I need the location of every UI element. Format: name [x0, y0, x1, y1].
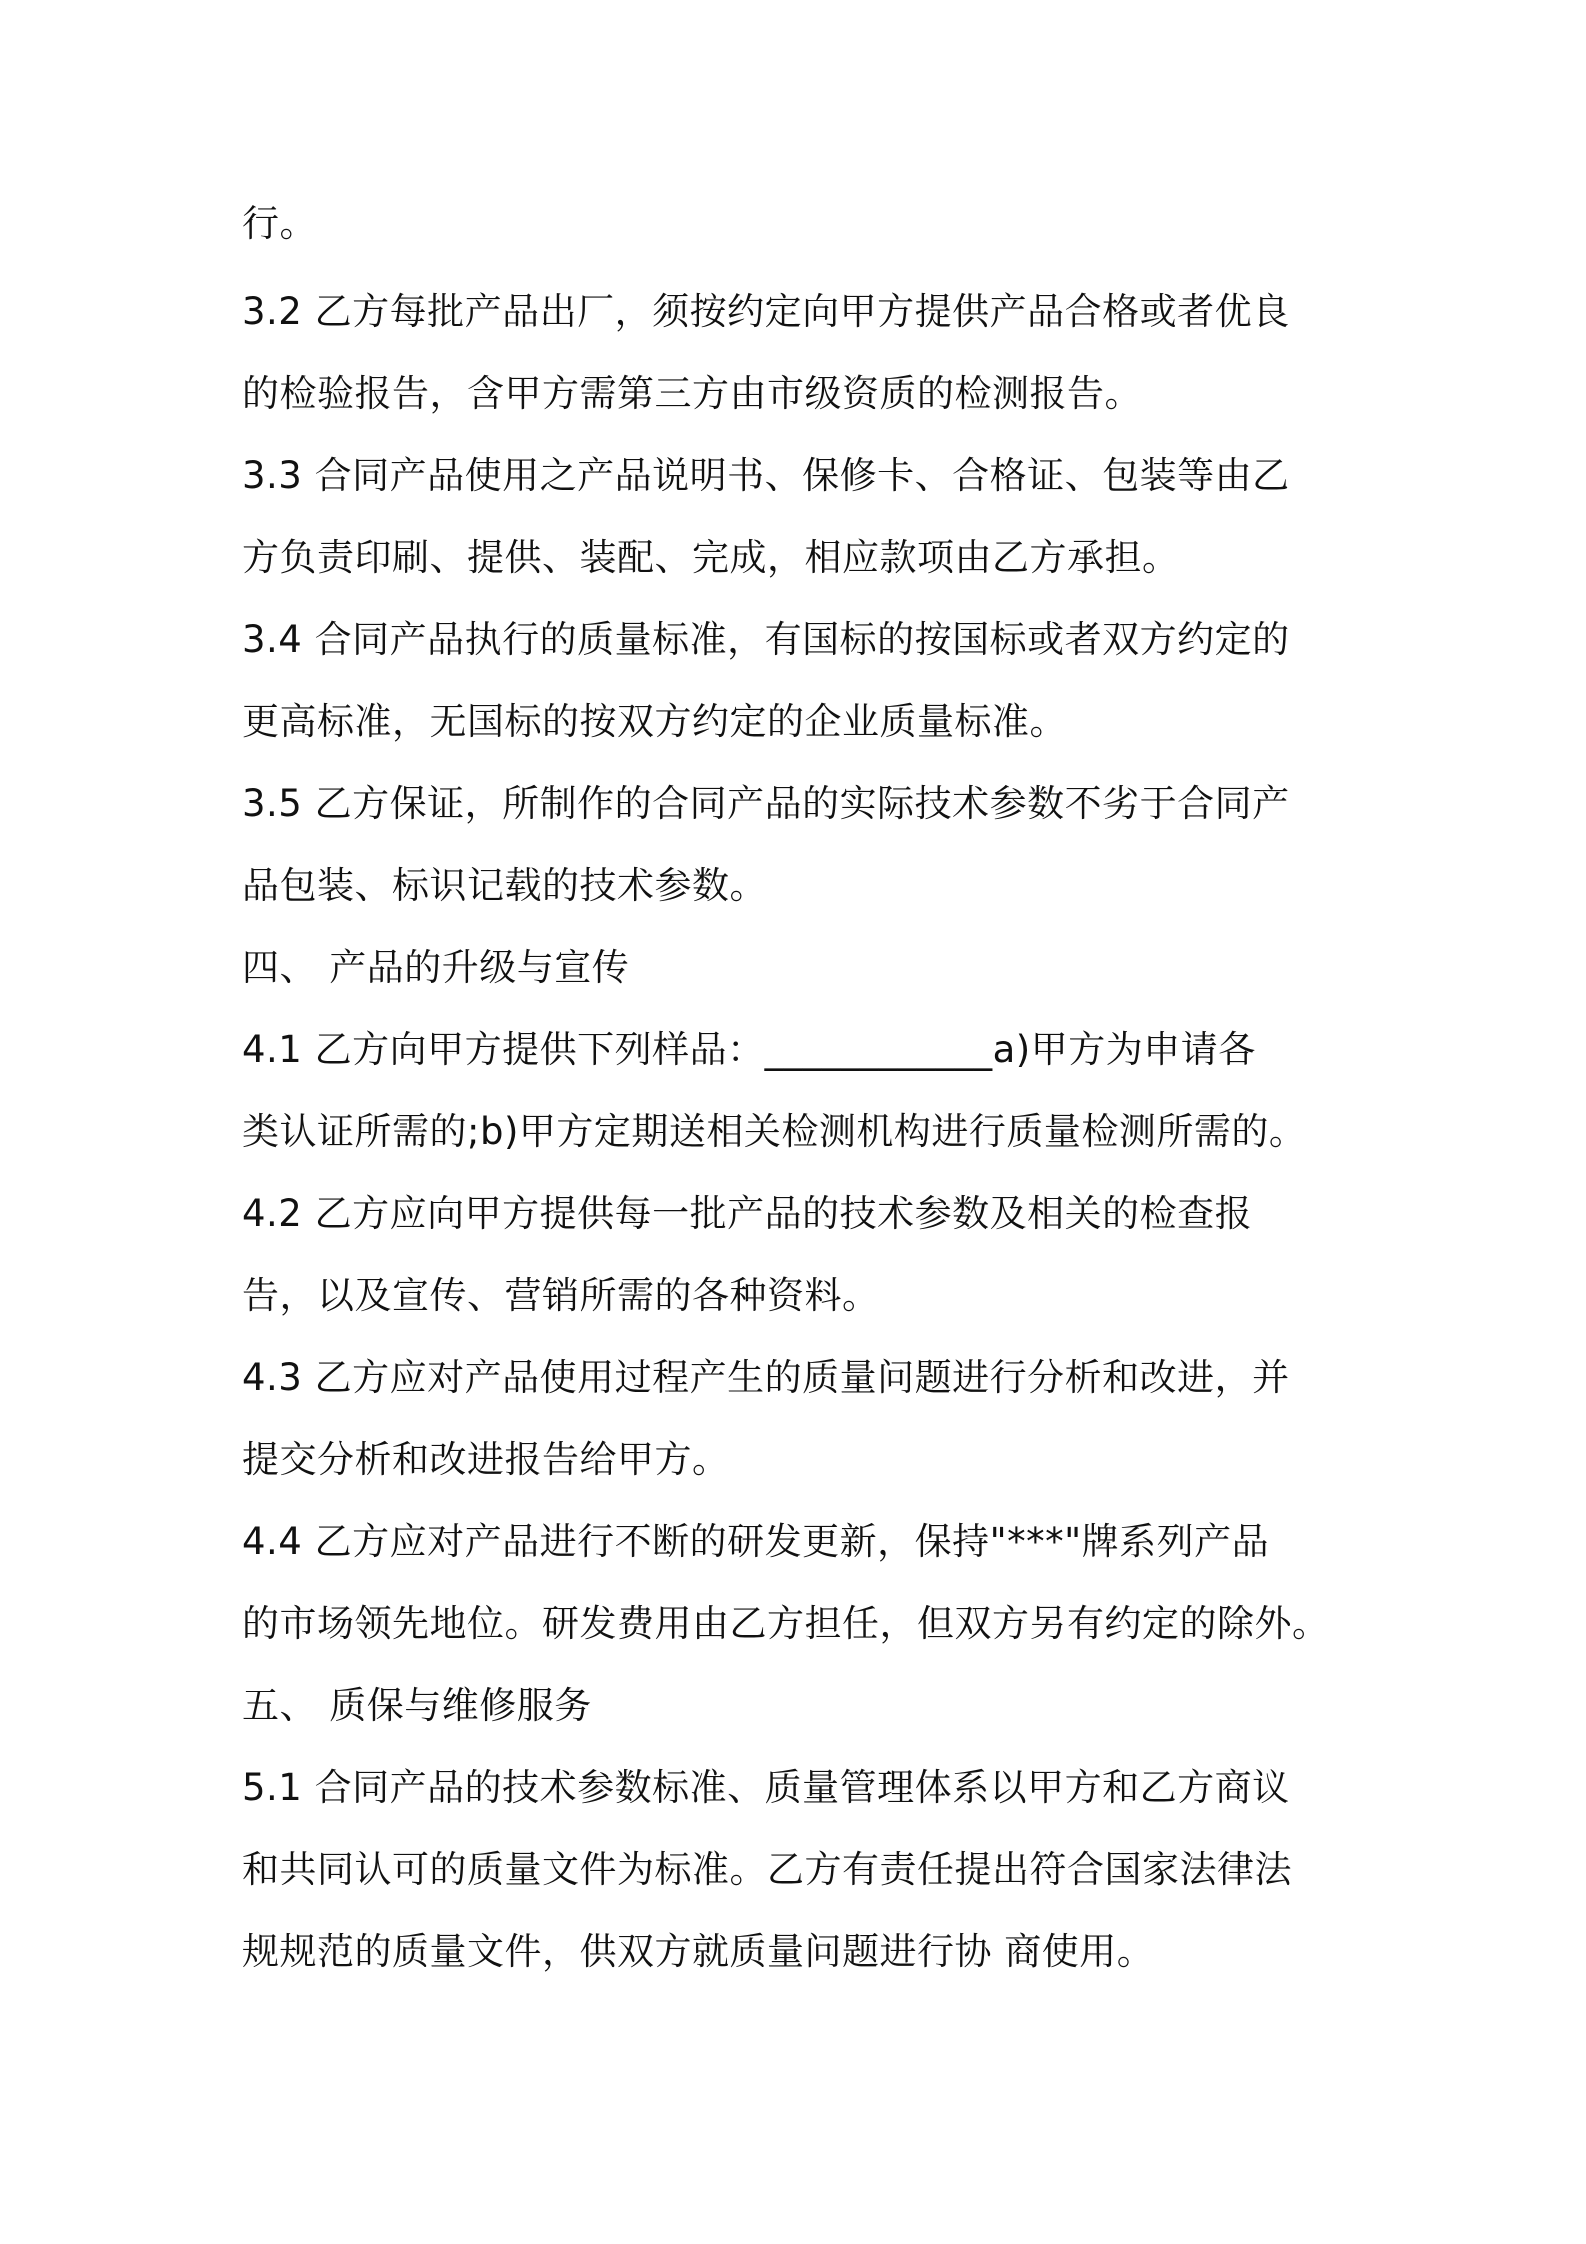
text-line-22: 规规范的质量文件，供双方就质量问题进行协 商使用。 [242, 1930, 1155, 1973]
text-line-6: 3.4 合同产品执行的质量标准，有国标的按国标或者双方约定的 [242, 618, 1290, 661]
text-line-16: 提交分析和改进报告给甲方。 [242, 1438, 730, 1481]
text-line-13: 4.2 乙方应向甲方提供每一批产品的技术参数及相关的检查报 [242, 1192, 1253, 1235]
text-line-1: 行。 [242, 202, 317, 245]
text-line-8: 3.5 乙方保证，所制作的合同产品的实际技术参数不劣于合同产 [242, 782, 1290, 825]
text-line-15: 4.3 乙方应对产品使用过程产生的质量问题进行分析和改进，并 [242, 1356, 1290, 1399]
text-line-11: 4.1 乙方向甲方提供下列样品：____________a)甲方为申请各 [242, 1028, 1256, 1071]
section-heading-4: 四、 产品的升级与宣传 [242, 946, 630, 989]
text-line-5: 方负责印刷、提供、装配、完成，相应款项由乙方承担。 [242, 536, 1180, 579]
text-line-7: 更高标准，无国标的按双方约定的企业质量标准。 [242, 700, 1067, 743]
text-line-9: 品包装、标识记载的技术参数。 [242, 864, 767, 907]
text-line-18: 的市场领先地位。研发费用由乙方担任，但双方另有约定的除外。 [242, 1602, 1330, 1645]
text-line-2: 3.2 乙方每批产品出厂，须按约定向甲方提供产品合格或者优良 [242, 290, 1290, 333]
text-line-14: 告，以及宣传、营销所需的各种资料。 [242, 1274, 880, 1317]
text-line-12: 类认证所需的;b)甲方定期送相关检测机构进行质量检测所需的。 [242, 1110, 1307, 1153]
text-line-3: 的检验报告，含甲方需第三方由市级资质的检测报告。 [242, 372, 1142, 415]
text-line-17: 4.4 乙方应对产品进行不断的研发更新，保持"***"牌系列产品 [242, 1520, 1270, 1563]
text-line-20: 5.1 合同产品的技术参数标准、质量管理体系以甲方和乙方商议 [242, 1766, 1290, 1809]
section-heading-5: 五、 质保与维修服务 [242, 1684, 592, 1727]
text-line-21: 和共同认可的质量文件为标准。乙方有责任提出符合国家法律法 [242, 1848, 1292, 1891]
text-line-4: 3.3 合同产品使用之产品说明书、保修卡、合格证、包装等由乙 [242, 454, 1290, 497]
